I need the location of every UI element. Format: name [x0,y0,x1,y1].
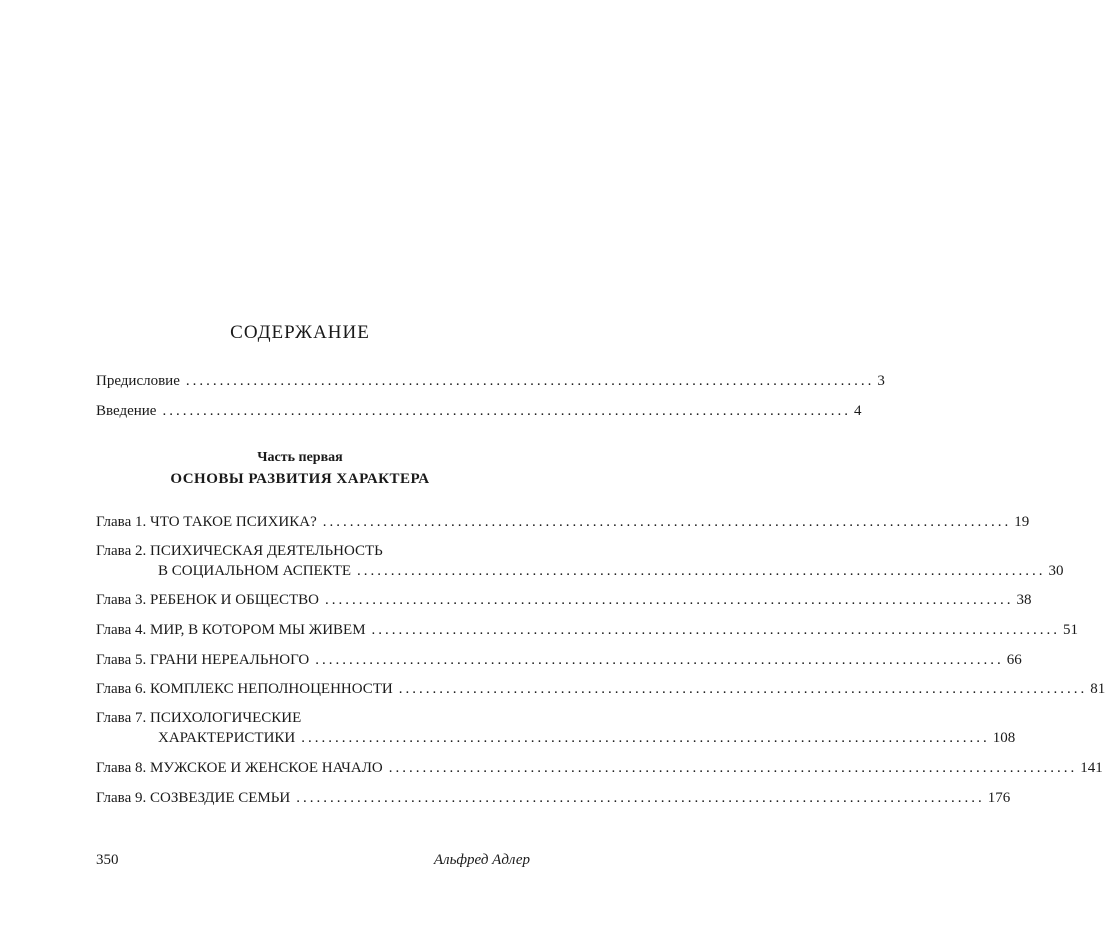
chapter-page: 81 [1090,681,1105,697]
leader-dots: ...................................................................................................... [325,592,1014,608]
leader-dots: ...................................................................................................... [322,514,1012,530]
chapter-title: ГРАНИ НЕРЕАЛЬНОГО [149,652,310,668]
chapter-title-continued: В СОЦИАЛЬНОМ АСПЕКТЕ [158,563,352,579]
part-title: ОСНОВЫ РАЗВИТИЯ ХАРАКТЕРА [170,471,430,487]
footer-page-number: 350 [96,852,119,868]
chapter-page: 66 [1006,652,1022,668]
chapter-title-continued: ХАРАКТЕРИСТИКИ [158,730,296,746]
chapter-prefix: Глава 7. [96,710,147,726]
chapter-title: СОЗВЕЗДИЕ СЕМЬИ [149,790,291,806]
leader-dots: ...................................................................................................... [388,760,1078,776]
page-title: СОДЕРЖАНИЕ [230,322,370,343]
toc-chapter-5 [96,651,1022,669]
toc-chapter-2 [158,562,1064,580]
toc-chapter-1 [96,513,1030,531]
chapter-title: ПСИХИЧЕСКАЯ ДЕЯТЕЛЬНОСТЬ [149,543,383,559]
chapter-page: 51 [1063,622,1079,638]
leader-dots: ...................................................................................................... [301,730,990,746]
toc-entry-label: Предисловие [96,373,180,389]
chapter-prefix: Глава 2. [96,543,147,559]
chapter-page: 141 [1080,760,1103,776]
chapter-prefix: Глава 9. [96,790,147,806]
toc-entry-label: Введение [96,403,157,419]
part-label: Часть первая [257,450,343,465]
chapter-title: РЕБЕНОК И ОБЩЕСТВО [149,592,320,608]
chapter-title: МИР, В КОТОРОМ МЫ ЖИВЕМ [149,622,366,638]
chapter-prefix: Глава 8. [96,760,147,776]
leader-dots: ...................................................................................................... [185,373,875,389]
chapter-prefix: Глава 1. [96,514,147,530]
chapter-title: КОМПЛЕКС НЕПОЛНОЦЕННОСТИ [149,681,393,697]
toc-chapter-6 [96,680,1105,698]
footer-author: Альфред Адлер [433,852,530,868]
chapter-title: МУЖСКОЕ И ЖЕНСКОЕ НАЧАЛО [149,760,383,776]
chapter-title: ЧТО ТАКОЕ ПСИХИКА? [149,514,317,530]
chapter-title: ПСИХОЛОГИЧЕСКИЕ [149,710,302,726]
chapter-prefix: Глава 6. [96,681,147,697]
leader-dots: ...................................................................................................... [398,681,1088,697]
chapter-page: 30 [1048,563,1064,579]
toc-chapter-7-line-1 [96,709,301,727]
toc-entry-preface [96,372,885,390]
toc-chapter-3 [96,591,1032,609]
toc-chapter-8 [96,759,1103,777]
leader-dots: ...................................................................................................... [315,652,1004,668]
chapter-page: 108 [992,730,1016,746]
chapter-prefix: Глава 3. [96,592,147,608]
leader-dots: ...................................................................................................... [371,622,1061,638]
toc-chapter-7 [158,729,1016,747]
toc-chapter-2-line-1 [96,542,383,560]
toc-chapter-4 [96,621,1079,639]
chapter-prefix: Глава 5. [96,652,147,668]
chapter-page: 176 [987,790,1011,806]
chapter-page: 38 [1016,592,1032,608]
chapter-page: 19 [1014,514,1030,530]
chapter-prefix: Глава 4. [96,622,147,638]
leader-dots: ...................................................................................................... [357,563,1046,579]
toc-entry-introduction [96,402,862,420]
toc-chapter-9 [96,789,1011,807]
leader-dots: ...................................................................................................... [296,790,985,806]
toc-entry-page: 3 [877,373,885,389]
leader-dots: ...................................................................................................... [162,403,851,419]
toc-entry-page: 4 [853,403,862,419]
